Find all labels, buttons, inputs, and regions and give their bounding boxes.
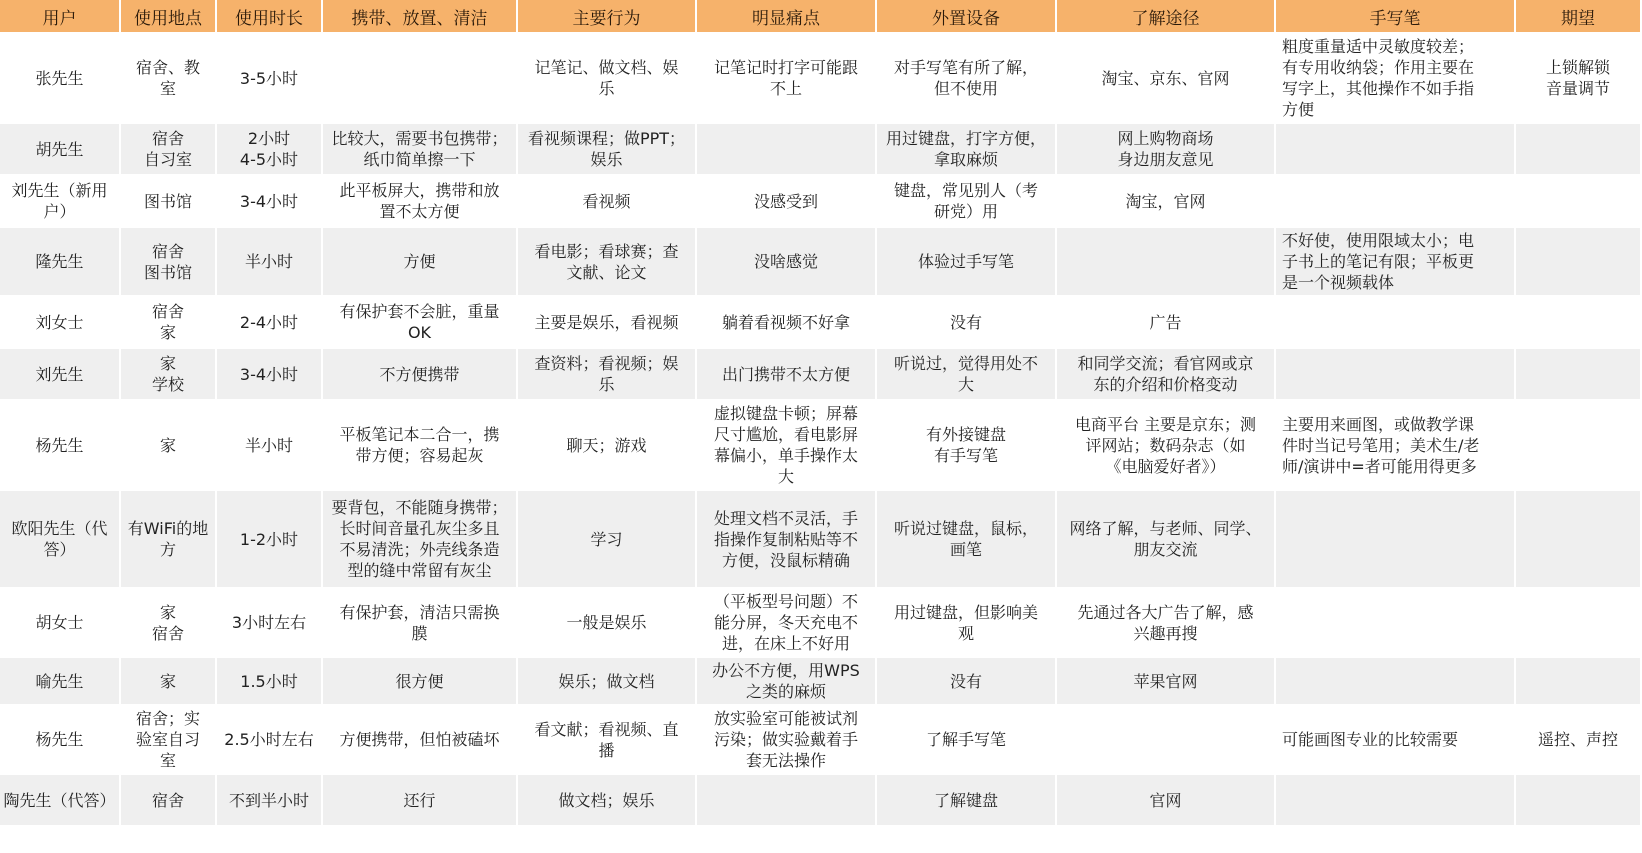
header-channels: 了解途径 (1057, 0, 1276, 34)
table-cell: 淘宝，官网 (1057, 176, 1276, 228)
table-cell: 胡先生 (0, 124, 121, 176)
table-cell: 处理文档不灵活，手 指操作复制粘贴等不 方便，没鼠标精确 (697, 491, 877, 589)
table-cell: 虚拟键盘卡顿；屏幕 尺寸尴尬，看电影屏 幕偏小，单手操作太 大 (697, 401, 877, 491)
table-cell: 看文献；看视频、直 播 (518, 706, 697, 775)
table-row (0, 706, 1642, 775)
table-cell: 对手写笔有所了解， 但不使用 (877, 34, 1057, 124)
table-cell: 欧阳先生（代 答） (0, 491, 121, 589)
table-cell (1276, 658, 1516, 706)
table-cell: 没有 (877, 658, 1057, 706)
table-cell: 张先生 (0, 34, 121, 124)
header-expectation: 期望 (1516, 0, 1642, 34)
table-cell (1276, 589, 1516, 658)
table-cell: 广告 (1057, 297, 1276, 349)
table-cell: 看电影；看球赛；查 文献、论文 (518, 228, 697, 297)
table-cell: 宿舍 家 (121, 297, 217, 349)
table-cell: 喻先生 (0, 658, 121, 706)
table-row (0, 349, 1642, 401)
table-row (0, 401, 1642, 491)
table-cell: 半小时 (217, 228, 323, 297)
table-cell (1516, 297, 1642, 349)
table-cell (1516, 589, 1642, 658)
table-cell: 学习 (518, 491, 697, 589)
table-row (0, 124, 1642, 176)
table-cell: 方便携带，但怕被磕坏 (323, 706, 518, 775)
table-cell: 家 学校 (121, 349, 217, 401)
table-cell: 查资料；看视频；娱 乐 (518, 349, 697, 401)
table-cell: 听说过，觉得用处不 大 (877, 349, 1057, 401)
header-pain-points: 明显痛点 (697, 0, 877, 34)
table-cell: 没啥感觉 (697, 228, 877, 297)
table-cell: 2-4小时 (217, 297, 323, 349)
table-cell: 宿舍 图书馆 (121, 228, 217, 297)
table-cell: 网上购物商场 身边朋友意见 (1057, 124, 1276, 176)
table-cell: 娱乐；做文档 (518, 658, 697, 706)
table-cell (1516, 775, 1642, 827)
table-cell: 不方便携带 (323, 349, 518, 401)
table-cell: 胡女士 (0, 589, 121, 658)
header-location: 使用地点 (121, 0, 217, 34)
table-cell: 3-4小时 (217, 176, 323, 228)
table-cell: 聊天；游戏 (518, 401, 697, 491)
table-cell: 办公不方便，用WPS 之类的麻烦 (697, 658, 877, 706)
table-cell: 杨先生 (0, 401, 121, 491)
table-cell (697, 775, 877, 827)
table-cell: 宿舍；实 验室自习 室 (121, 706, 217, 775)
table-cell (1516, 349, 1642, 401)
table-cell: 宿舍 自习室 (121, 124, 217, 176)
table-cell: 听说过键盘，鼠标， 画笔 (877, 491, 1057, 589)
table-row (0, 589, 1642, 658)
header-peripherals: 外置设备 (877, 0, 1057, 34)
table-cell: 平板笔记本二合一，携 带方便；容易起灰 (323, 401, 518, 491)
table-cell (1276, 176, 1516, 228)
table-cell (1516, 124, 1642, 176)
table-cell: 半小时 (217, 401, 323, 491)
table-cell: 遥控、声控 (1516, 706, 1642, 775)
table-cell: 和同学交流；看官网或京 东的介绍和价格变动 (1057, 349, 1276, 401)
table-cell: 没感受到 (697, 176, 877, 228)
table-cell: 出门携带不太方便 (697, 349, 877, 401)
table-cell: 2小时 4-5小时 (217, 124, 323, 176)
table-cell: 淘宝、京东、官网 (1057, 34, 1276, 124)
table-cell: 有外接键盘 有手写笔 (877, 401, 1057, 491)
table-cell: 用过键盘，打字方便， 拿取麻烦 (877, 124, 1057, 176)
table-cell (1516, 228, 1642, 297)
table-cell (1276, 349, 1516, 401)
table-cell: 此平板屏大，携带和放 置不太方便 (323, 176, 518, 228)
table-row (0, 491, 1642, 589)
table-row (0, 228, 1642, 297)
table-cell: 键盘，常见别人（考 研党）用 (877, 176, 1057, 228)
table-cell: 有保护套，清洁只需换 膜 (323, 589, 518, 658)
table-cell (323, 34, 518, 124)
table-cell: 躺着看视频不好拿 (697, 297, 877, 349)
table-cell: 上锁解锁 音量调节 (1516, 34, 1642, 124)
table-cell: 电商平台 主要是京东；测 评网站；数码杂志（如 《电脑爱好者》） (1057, 401, 1276, 491)
table-cell: 记笔记时打字可能跟 不上 (697, 34, 877, 124)
table-cell (1516, 491, 1642, 589)
table-cell: 粗度重量适中灵敏度较差； 有专用收纳袋；作用主要在 写字上，其他操作不如手指 方便 (1276, 34, 1516, 124)
table-cell: 没有 (877, 297, 1057, 349)
table-cell: 看视频课程；做PPT； 娱乐 (518, 124, 697, 176)
table-cell: 网络了解，与老师、同学、 朋友交流 (1057, 491, 1276, 589)
table-cell: 苹果官网 (1057, 658, 1276, 706)
table-row (0, 176, 1642, 228)
table-row (0, 775, 1642, 827)
table-cell: 刘先生（新用 户） (0, 176, 121, 228)
table-cell: 有保护套不会脏，重量 OK (323, 297, 518, 349)
table-cell (1276, 491, 1516, 589)
table-cell: 用过键盘，但影响美 观 (877, 589, 1057, 658)
table-cell (1516, 658, 1642, 706)
table-cell (1516, 401, 1642, 491)
table-cell: 宿舍 (121, 775, 217, 827)
table-cell: 家 (121, 658, 217, 706)
table-cell: 2.5小时左右 (217, 706, 323, 775)
table-cell: 方便 (323, 228, 518, 297)
table-cell: 了解键盘 (877, 775, 1057, 827)
table-cell: 不好使，使用限域太小；电 子书上的笔记有限；平板更 是一个视频载体 (1276, 228, 1516, 297)
table-cell: 3-5小时 (217, 34, 323, 124)
table-cell: 可能画图专业的比较需要 (1276, 706, 1516, 775)
table-cell: 官网 (1057, 775, 1276, 827)
table-cell: 刘女士 (0, 297, 121, 349)
table-cell: 1-2小时 (217, 491, 323, 589)
table-cell: 做文档；娱乐 (518, 775, 697, 827)
table-cell: 有WiFi的地 方 (121, 491, 217, 589)
table-cell: 宿舍、教 室 (121, 34, 217, 124)
table-cell: 放实验室可能被试剂 污染；做实验戴着手 套无法操作 (697, 706, 877, 775)
table-row (0, 34, 1642, 124)
table-cell (1516, 176, 1642, 228)
table-cell (1276, 124, 1516, 176)
table-cell: 3小时左右 (217, 589, 323, 658)
table-cell: 图书馆 (121, 176, 217, 228)
table-cell: 一般是娱乐 (518, 589, 697, 658)
table-cell (1057, 228, 1276, 297)
table-cell: （平板型号问题）不 能分屏，冬天充电不 进，在床上不好用 (697, 589, 877, 658)
header-stylus: 手写笔 (1276, 0, 1516, 34)
table-cell: 比较大，需要书包携带； 纸巾简单擦一下 (323, 124, 518, 176)
table-cell: 了解手写笔 (877, 706, 1057, 775)
table-cell: 不到半小时 (217, 775, 323, 827)
header-carry: 携带、放置、清洁 (323, 0, 518, 34)
table-cell: 隆先生 (0, 228, 121, 297)
table-cell: 家 (121, 401, 217, 491)
table-cell: 家 宿舍 (121, 589, 217, 658)
header-user: 用户 (0, 0, 121, 34)
table-cell: 体验过手写笔 (877, 228, 1057, 297)
table-cell (697, 124, 877, 176)
table-cell: 要背包，不能随身携带； 长时间音量孔灰尘多且 不易清洗；外壳线条造 型的缝中常留有灰尘 (323, 491, 518, 589)
table-cell: 先通过各大广告了解，感 兴趣再搜 (1057, 589, 1276, 658)
table-cell: 3-4小时 (217, 349, 323, 401)
header-behavior: 主要行为 (518, 0, 697, 34)
table-cell: 主要是娱乐，看视频 (518, 297, 697, 349)
table-cell (1276, 297, 1516, 349)
table-row (0, 658, 1642, 706)
table-cell: 刘先生 (0, 349, 121, 401)
table-row (0, 297, 1642, 349)
table-cell (1057, 706, 1276, 775)
table-cell (1276, 775, 1516, 827)
table-cell: 陶先生（代答） (0, 775, 121, 827)
table-cell: 杨先生 (0, 706, 121, 775)
header-row (0, 0, 1642, 34)
table-cell: 1.5小时 (217, 658, 323, 706)
table-cell: 主要用来画图，或做教学课 件时当记号笔用；美术生/老 师/演讲中=者可能用得更多 (1276, 401, 1516, 491)
header-duration: 使用时长 (217, 0, 323, 34)
table-cell: 记笔记、做文档、娱 乐 (518, 34, 697, 124)
table-cell: 看视频 (518, 176, 697, 228)
table-cell: 很方便 (323, 658, 518, 706)
table-cell: 还行 (323, 775, 518, 827)
